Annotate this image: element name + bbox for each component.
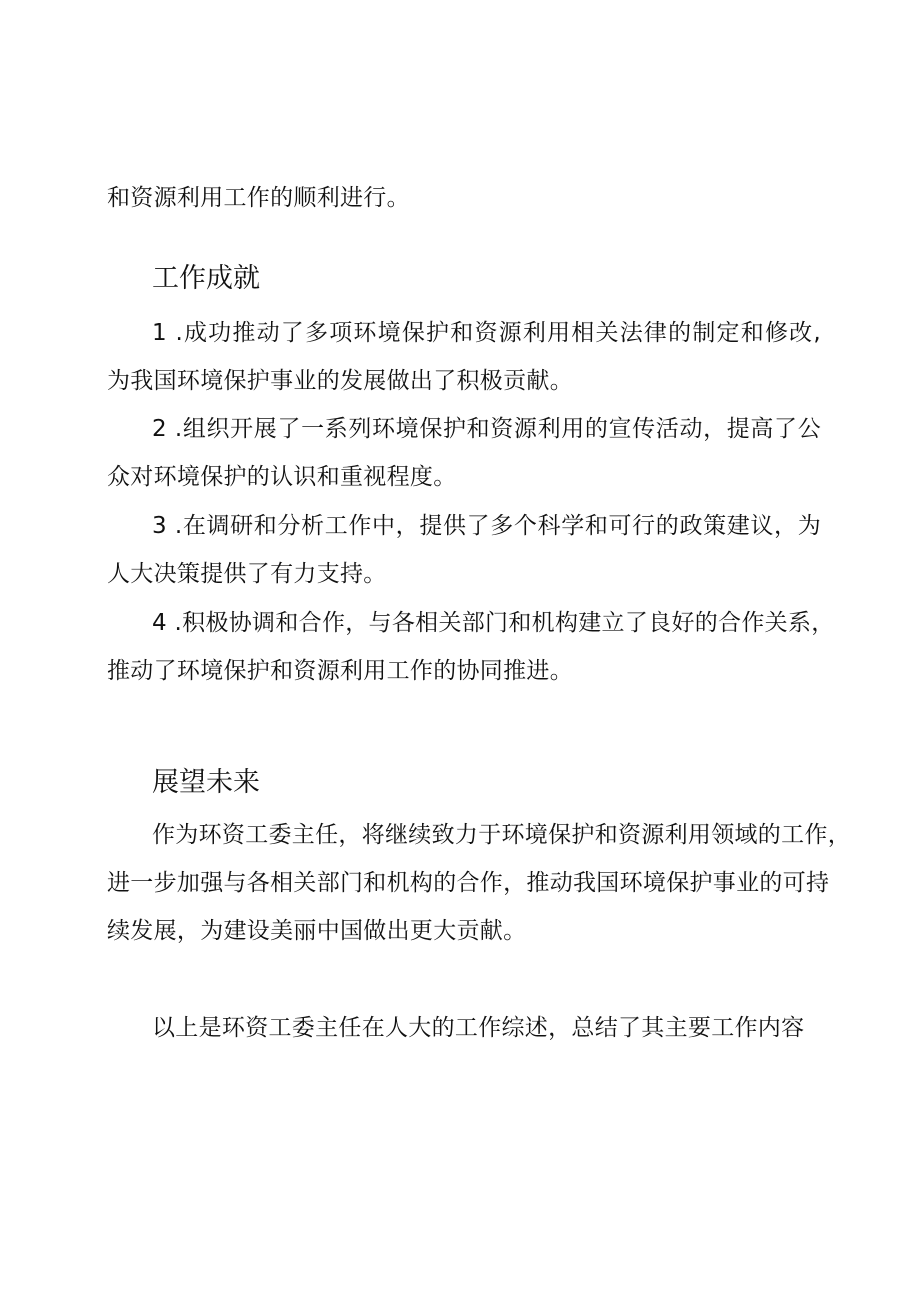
achievement-item-2-line-1: 2 .组织开展了一系列环境保护和资源利用的宣传活动，提高了公 [152, 416, 821, 442]
outlook-line-1: 作为环资工委主任，将继续致力于环境保护和资源利用领域的工作， [152, 822, 851, 848]
achievement-item-1-line-1: 1 .成功推动了多项环境保护和资源利用相关法律的制定和修改, [152, 320, 821, 346]
achievement-item-1-line-2: 为我国环境保护事业的发展做出了积极贡献。 [107, 368, 573, 394]
achievement-item-3-line-2: 人大决策提供了有力支持。 [107, 561, 387, 587]
outlook-heading: 展望未来 [152, 767, 260, 798]
achievement-item-3-line-1: 3 .在调研和分析工作中，提供了多个科学和可行的政策建议，为 [152, 513, 821, 539]
achievement-item-2-line-2: 众对环境保护的认识和重视程度。 [107, 464, 457, 490]
outlook-line-3: 续发展，为建设美丽中国做出更大贡献。 [107, 918, 527, 944]
achievement-item-4-line-1: 4 .积极协调和合作，与各相关部门和机构建立了良好的合作关系， [152, 610, 835, 636]
achievements-heading: 工作成就 [152, 263, 260, 294]
closing-text: 以上是环资工委主任在人大的工作综述，总结了其主要工作内容 [152, 1015, 805, 1041]
outlook-line-2: 进一步加强与各相关部门和机构的合作，推动我国环境保护事业的可持 [107, 870, 830, 896]
intro-tail-text: 和资源利用工作的顺利进行。 [107, 185, 410, 211]
achievement-item-4-line-2: 推动了环境保护和资源利用工作的协同推进。 [107, 658, 573, 684]
